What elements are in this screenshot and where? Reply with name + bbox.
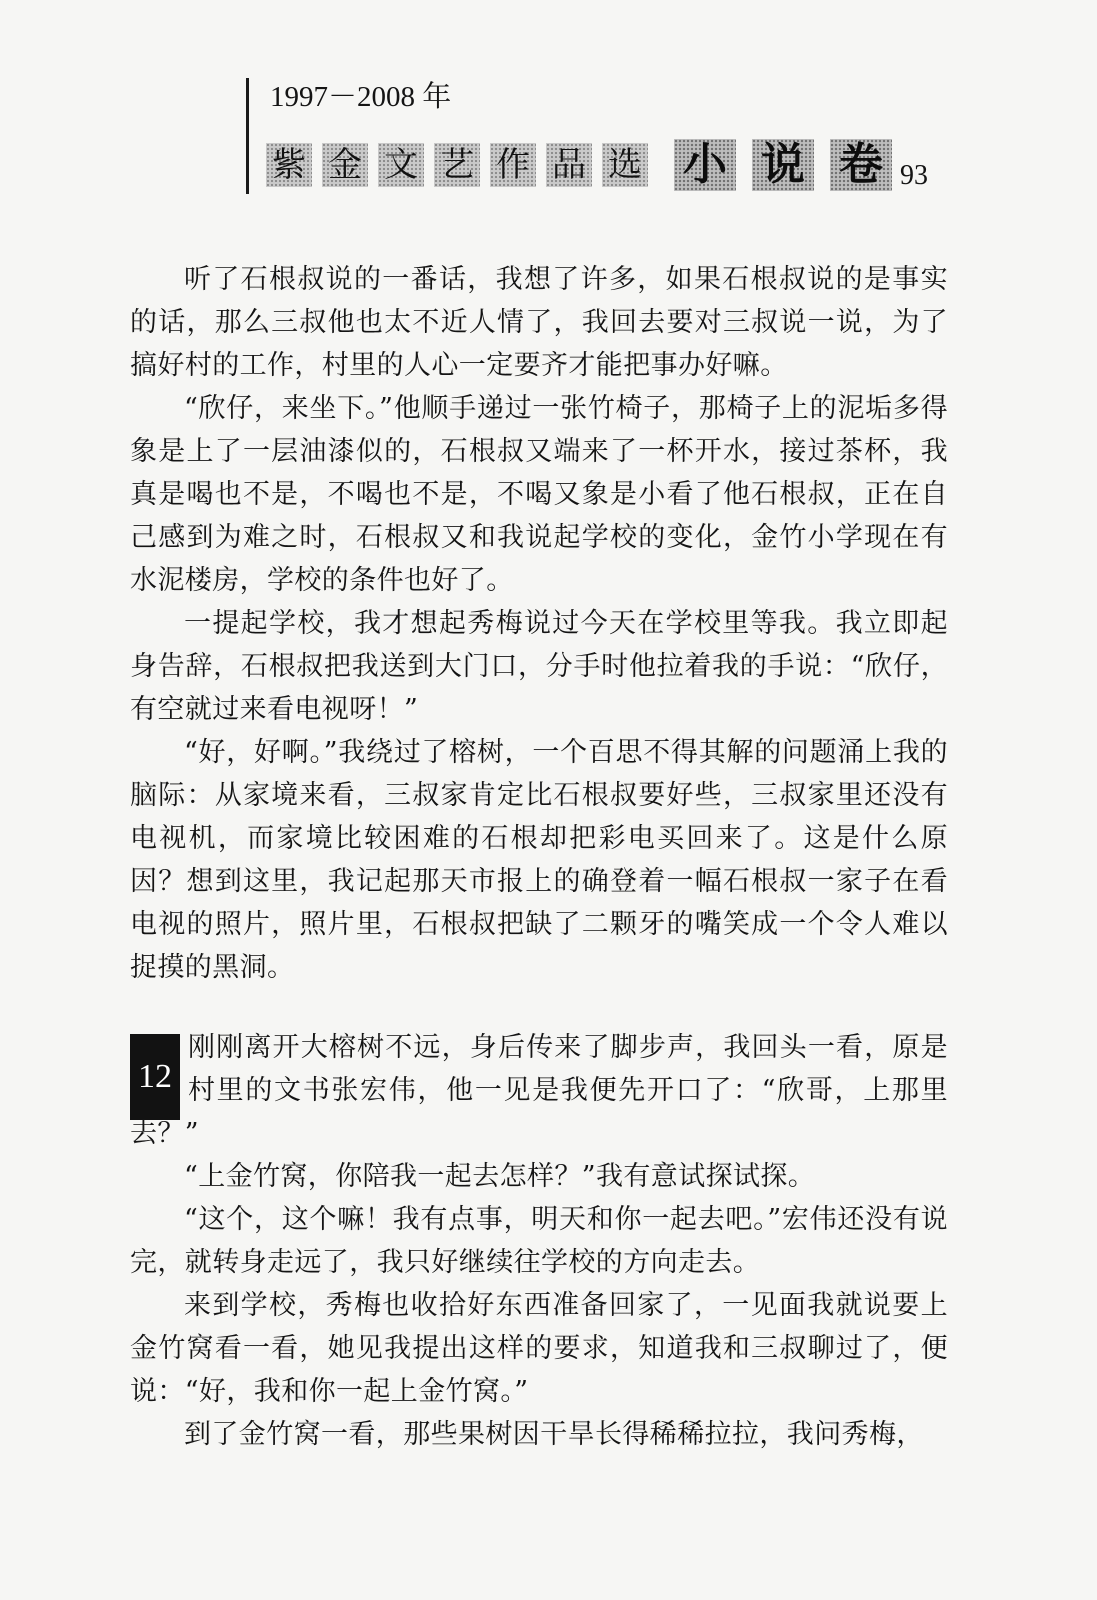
paragraph: “这个，这个嘛！我有点事，明天和你一起去吧。”宏伟还没有说完，就转身走远了，我只好继续往学校的方向走去。 — [130, 1204, 948, 1278]
page-number: 93 — [900, 160, 928, 191]
paragraph: 到了金竹窝一看，那些果树因干旱长得稀稀拉拉，我问秀梅， — [184, 1419, 924, 1450]
series-title-char: 紫 — [266, 143, 312, 187]
series-title-char: 品 — [546, 143, 592, 187]
paragraph-first — [130, 1026, 948, 1155]
series-title-char: 选 — [602, 143, 648, 187]
series-title-char: 作 — [490, 143, 536, 187]
series-title-char: 艺 — [434, 143, 480, 187]
chapter-number-badge: 12 — [130, 1034, 180, 1120]
badge-spacer — [130, 1026, 188, 1110]
header-years: 1997－2008 年 — [270, 81, 452, 113]
paragraph: 听了石根叔说的一番话，我想了许多，如果石根叔说的是事实的话，那么三叔他也太不近人情了，我回去要对三叔说一说，为了搞好村的工作，村里的人心一定要齐才能把事办好嘛。 — [130, 264, 948, 381]
volume-title-char: 说 — [752, 139, 814, 191]
volume-title-char: 卷 — [830, 139, 892, 191]
section-2-text — [130, 1026, 948, 1456]
paragraph: “上金竹窝，你陪我一起去怎样？”我有意试探试探。 — [184, 1161, 816, 1192]
series-title-char: 文 — [378, 143, 424, 187]
paragraph: “欣仔，来坐下。”他顺手递过一张竹椅子，那椅子上的泥垢多得象是上了一层油漆似的，石根叔又端来了一杯开水，接过茶杯，我真是喝也不是，不喝也不是，不喝又象是小看了他石根叔，正在自己感到为难之时，石根叔又和我说起学校的变化，金竹小学现在有水泥楼房，学校的条件也好了。 — [130, 393, 948, 596]
paragraph: “好，好啊。”我绕过了榕树，一个百思不得其解的问题涌上我的脑际：从家境来看，三叔家肯定比石根叔要好些，三叔家里还没有电视机，而家境比较困难的石根却把彩电买回来了。这是什么原因？想到这里，我记起那天市报上的确登着一幅石根叔一家子在看电视的照片，照片里，石根叔把缺了二颗牙的嘴笑成一个令人难以捉摸的黑洞。 — [130, 737, 948, 983]
paragraph-first-text: 刚刚离开大榕树不远，身后传来了脚步声，我回头一看，原是村里的文书张宏伟，他一见是我便先开口了：“欣哥，上那里去？” — [130, 1032, 948, 1149]
paragraph: 来到学校，秀梅也收拾好东西准备回家了，一见面我就说要上金竹窝看一看，她见我提出这样的要求，知道我和三叔聊过了，便说：“好，我和你一起上金竹窝。” — [130, 1290, 948, 1407]
section-1-text — [130, 258, 948, 989]
paragraph: 一提起学校，我才想起秀梅说过今天在学校里等我。我立即起身告辞，石根叔把我送到大门口，分手时他拉着我的手说：“欣仔，有空就过来看电视呀！” — [130, 608, 948, 725]
series-title-char: 金 — [322, 143, 368, 187]
volume-title-char: 小 — [674, 139, 736, 191]
series-title — [266, 140, 892, 190]
header-vertical-rule — [246, 78, 249, 194]
